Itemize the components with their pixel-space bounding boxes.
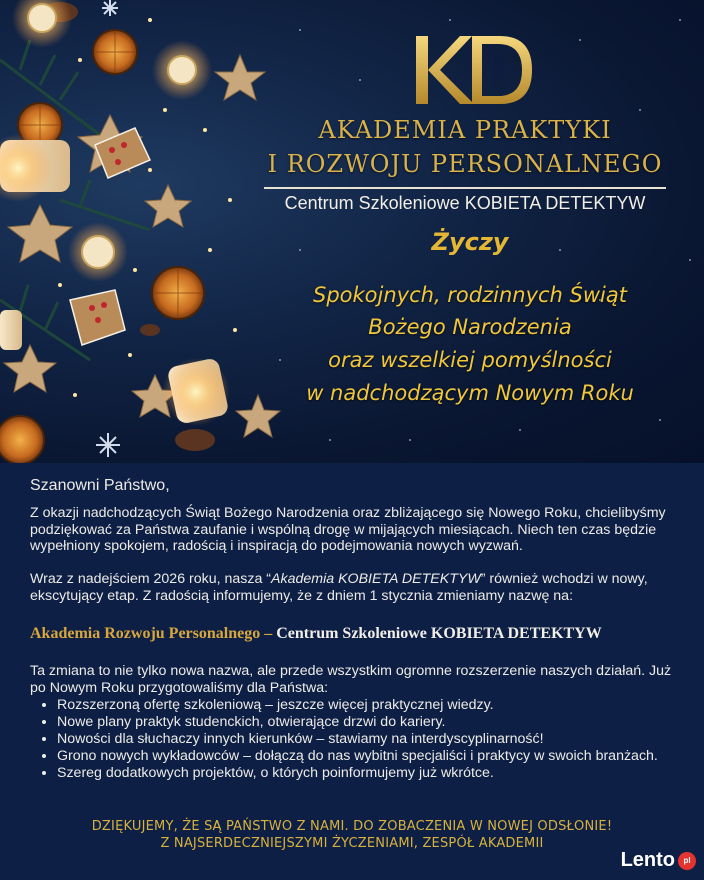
letter-greeting: Szanowni Państwo, xyxy=(30,477,170,494)
lento-watermark xyxy=(621,849,696,872)
paragraph-rename-end: ” również wchodzi w nowy, ekscytujący etap. Z radością informujemy, że z dniem 1 stycznia zmieniamy nazwę na: xyxy=(30,571,648,604)
brand-divider xyxy=(264,187,666,189)
list-item: • Nowe plany praktyk studenckich, otwierające drzwi do kariery. xyxy=(57,714,697,731)
kd-logo xyxy=(408,30,538,110)
list-item: • Nowości dla słuchaczy innych kierunków – stawiamy na interdyscyplinarność! xyxy=(57,731,697,748)
closing-thanks xyxy=(0,818,704,852)
list-item: • Grono nowych wykładowców – dołączą do nas wybitni specjaliści i praktycy w swoich branżach. xyxy=(57,748,697,765)
wish-line-3: oraz wszelkiej pomyślności xyxy=(328,348,612,372)
paragraph-expansion: Ta zmiana to nie tylko nowa nazwa, ale przede wszystkim ogromne rozszerzenie naszych działań. Już po Nowym Roku przygotowaliśmy dla Państwa: xyxy=(30,663,672,696)
letter-section xyxy=(0,463,704,880)
brand-subtitle: Centrum Szkoleniowe KOBIETA DETEKTYW xyxy=(284,193,646,213)
academy-old-name: Akademia KOBIETA DETEKTYW xyxy=(271,571,481,587)
wish-line-4: w nadchodzącym Nowym Roku xyxy=(306,381,634,405)
new-name-white: Centrum Szkoleniowe KOBIETA DETEKTYW xyxy=(272,625,602,642)
wish-verb: Życzy xyxy=(431,228,509,256)
closing-line-1: DZIĘKUJEMY, ŻE SĄ PAŃSTWO Z NAMI. DO ZOBACZENIA W NOWEJ ODSŁONIE! xyxy=(91,819,613,834)
paragraph-thanks: Z okazji nadchodzących Świąt Bożego Narodzenia oraz zbliżającego się Nowego Roku, chcielibyśmy podziękować za Państwa zaufanie i wspólną drogę w mijających miesiącach. Niech ten czas będzie wypełniony spokojem, radością i inspiracją do podejmowania nowych wyzwań. xyxy=(30,505,666,554)
new-name-gold: Akademia Rozwoju Personalnego – xyxy=(30,625,273,642)
list-item: • Szereg dodatkowych projektów, o których poinformujemy już wkrótce. xyxy=(57,765,697,782)
wish-line-1: Spokojnych, rodzinnych Świąt xyxy=(313,283,627,307)
watermark-badge: pl xyxy=(678,852,696,870)
brand-title-line2: I ROZWOJU PERSONALNEGO xyxy=(267,150,663,178)
brand-title-line1: AKADEMIA PRAKTYKI xyxy=(318,116,612,144)
list-item: • Rozszerzoną ofertę szkoleniową – jeszcze więcej praktycznej wiedzy. xyxy=(57,697,697,714)
watermark-text: Lento xyxy=(620,849,675,871)
wish-line-2: Bożego Narodzenia xyxy=(368,315,572,339)
benefits-list xyxy=(40,697,697,782)
closing-line-2: Z NAJSERDECZNIEJSZYMI ŻYCZENIAMI, ZESPÓŁ AKADEMII xyxy=(160,836,544,851)
paragraph-rename-start: Wraz z nadejściem 2026 roku, nasza “ xyxy=(30,571,272,587)
paragraph-rename xyxy=(30,571,680,604)
new-academy-name xyxy=(30,625,690,643)
